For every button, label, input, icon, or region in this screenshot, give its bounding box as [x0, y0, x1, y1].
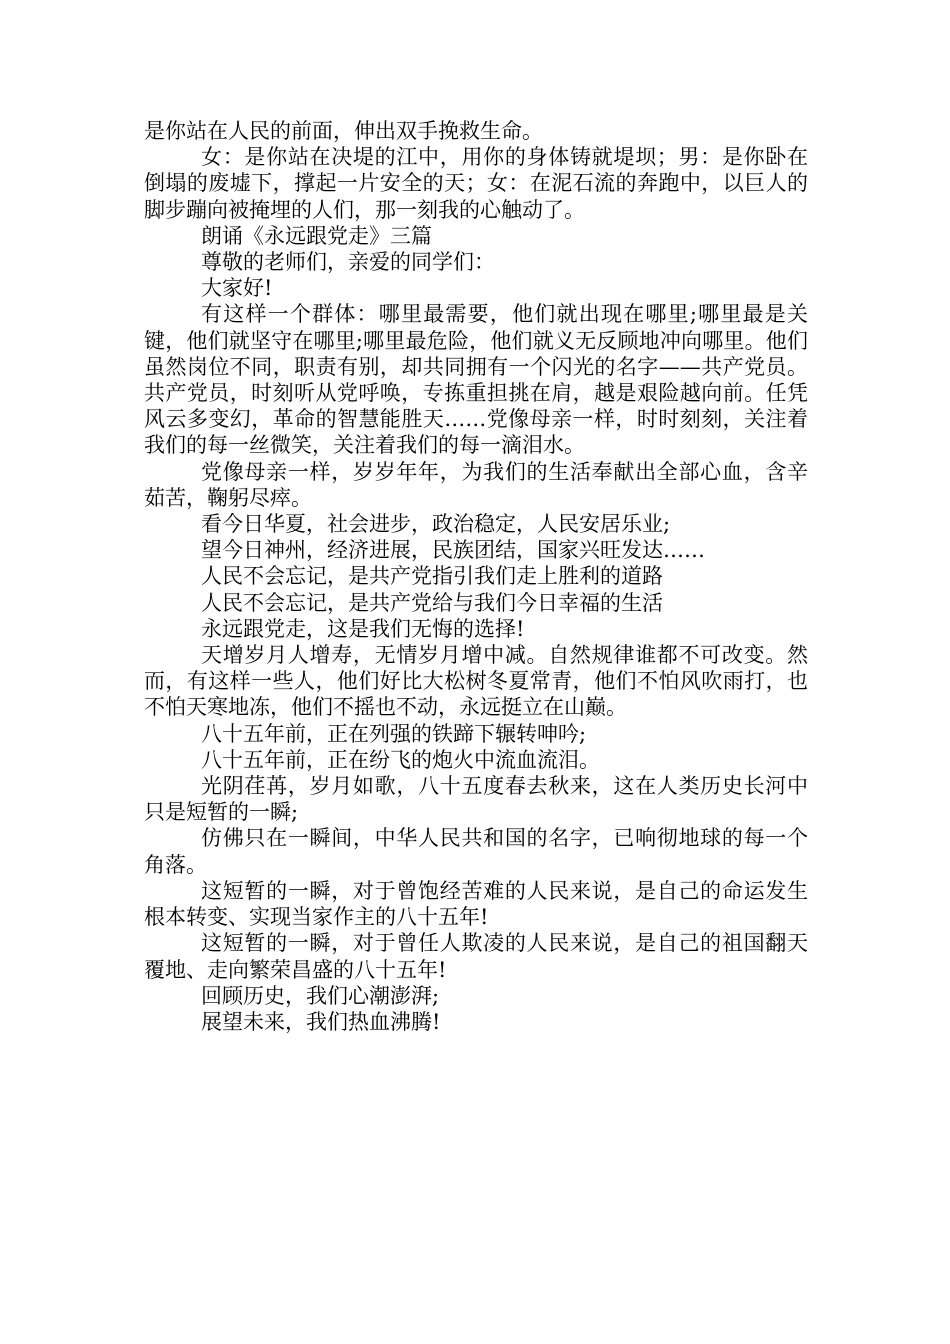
- paragraph-history: 回顾历史，我们心潮澎湃;: [201, 983, 440, 1008]
- paragraph-greeting: 大家好!: [201, 276, 273, 301]
- paragraph-future: 展望未来，我们热血沸腾!: [201, 1009, 441, 1034]
- paragraph-85-years-1: 八十五年前，正在列强的铁蹄下辗转呻吟;: [201, 721, 587, 746]
- paragraph-group-intro: 有这样一个群体：哪里最需要，他们就出现在哪里;哪里最是关键，他们就坚守在哪里;哪里最危险，他们就义无反顾地冲向哪里。他们虽然岗位不同，职责有别，却共同拥有一个闪光的名字——共产党员。共产党员，时刻听从党呼唤，专拣重担挑在肩，越是艰险越向前。任凭风云多变幻，革命的智慧能胜天……党像母亲一样，时时刻刻，关注着我们的每一丝微笑，关注着我们的每一滴泪水。: [144, 302, 808, 458]
- paragraph-not-forget-2: 人民不会忘记，是共产党给与我们今日幸福的生活: [201, 590, 663, 615]
- paragraph-pine-tree: 天增岁月人增寿，无情岁月增中减。自然规律谁都不可改变。然而，有这样一些人，他们好比大松树冬夏常青，他们不怕风吹雨打，也不怕天寒地冻，他们不摇也不动，永远挺立在山巅。: [144, 643, 808, 720]
- paragraph-dialogue: 女：是你站在决堤的江中，用你的身体铸就堤坝；男：是你卧在倒塌的废墟下，撑起一片安全的天；女：在泥石流的奔跑中，以巨人的脚步蹦向被掩埋的人们，那一刻我的心触动了。: [144, 145, 808, 222]
- paragraph-85-years-2: 八十五年前，正在纷飞的炮火中流血流泪。: [201, 747, 600, 772]
- paragraph-prc-name: 仿佛只在一瞬间，中华人民共和国的名字，已响彻地球的每一个角落。: [144, 826, 808, 877]
- section-title: 朗诵《永远跟党走》三篇: [201, 223, 432, 248]
- paragraph-party-mother: 党像母亲一样，岁岁年年，为我们的生活奉献出全部心血，含辛茹苦，鞠躬尽瘁。: [144, 459, 808, 510]
- paragraph-shenzhou: 望今日神州，经济进展，民族团结，国家兴旺发达……: [201, 538, 705, 563]
- paragraph-continuation: 是你站在人民的前面，伸出双手挽救生命。: [144, 119, 543, 143]
- paragraph-huaxia: 看今日华夏，社会进步，政治稳定，人民安居乐业;: [201, 512, 671, 537]
- paragraph-moment-2: 这短暂的一瞬，对于曾任人欺凌的人民来说，是自己的祖国翻天覆地、走向繁荣昌盛的八十五年!: [144, 931, 808, 982]
- paragraph-follow-party: 永远跟党走，这是我们无悔的选择!: [201, 616, 525, 641]
- paragraph-salutation: 尊敬的老师们，亲爱的同学们：: [201, 250, 495, 275]
- paragraph-moment-1: 这短暂的一瞬，对于曾饱经苦难的人民来说，是自己的命运发生根本转变、实现当家作主的八十五年!: [144, 878, 808, 930]
- document-body: [144, 118, 808, 1035]
- paragraph-time-flies: 光阴荏苒，岁月如歌，八十五度春去秋来，这在人类历史长河中只是短暂的一瞬;: [144, 774, 808, 825]
- paragraph-not-forget-1: 人民不会忘记，是共产党指引我们走上胜利的道路: [201, 564, 663, 589]
